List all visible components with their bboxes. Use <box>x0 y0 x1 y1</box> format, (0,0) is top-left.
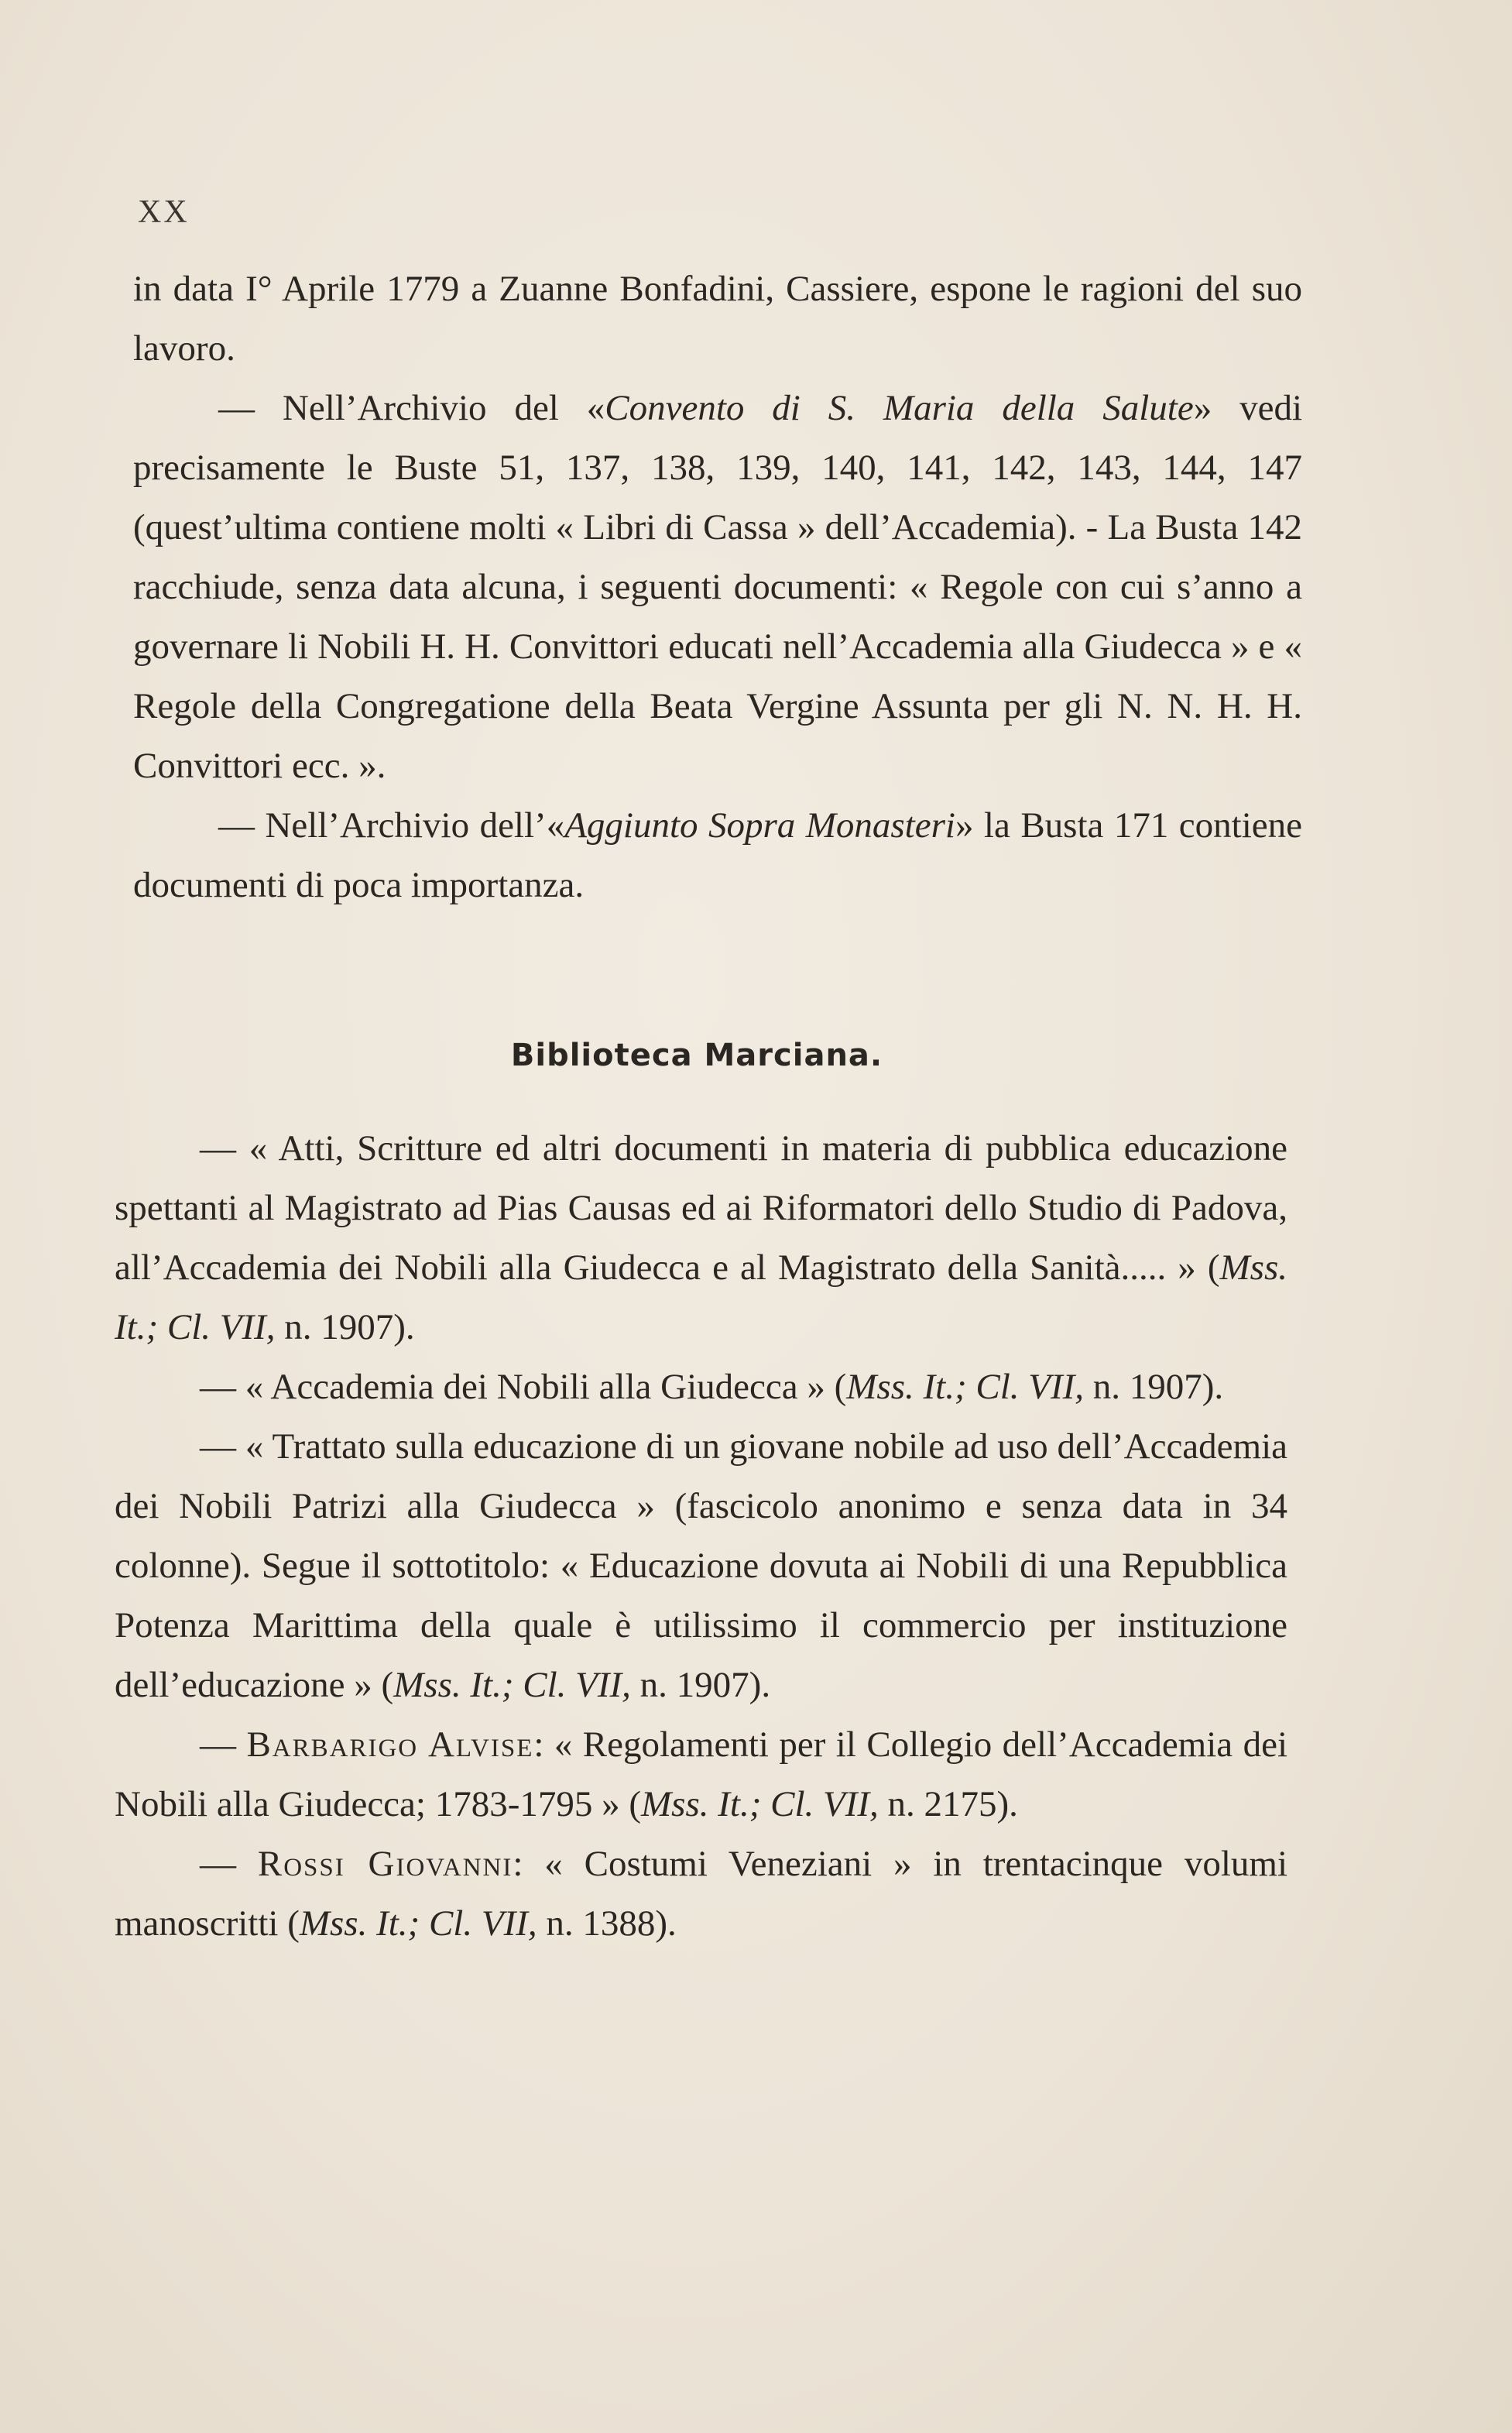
section-heading: Biblioteca Marciana. <box>510 1038 883 1073</box>
entry-accademia-nobili: — « Accademia dei Nobili alla Giudecca » (Mss. It.; Cl. VII, n. 1907). <box>200 1367 1224 1407</box>
entry-atti-scritture: — « Atti, Scritture ed altri documenti in materia di pubblica educazione spettanti al Magistrato ad Pias Causas ed ai Riformatori dello Studio di Padova, all’Accademia dei Nobili alla Giudecca e al Magistrato della Sanità..... » (Mss. It.; Cl. VII, n. 1907). <box>115 1128 1287 1347</box>
paragraph-convento-salute: — Nell’Archivio del «Convento di S. Maria della Salute» vedi precisamente le Buste 51, 137, 138, 139, 140, 141, 142, 143, 144, 147 (quest’ultima contiene molti « Libri di Cassa » dell’Accademia). - La Busta 142 racchiude, senza data alcuna, i seguenti documenti: « Regole con cui s’anno a governare li Nobili H. H. Convittori educati nell’Accademia alla Giudecca » e « Regole della Congregatione della Beata Vergine Assunta per gli N. N. H. H. Convittori ecc. ». <box>133 388 1303 786</box>
author-name: Rossi Giovanni <box>257 1844 513 1884</box>
entry-trattato-educazione: — « Trattato sulla educazione di un giovane nobile ad uso dell’Accademia dei Nobili Patrizi alla Giudecca » (fascicolo anonimo e senza data in 34 colonne). Segue il sottotitolo: « Educazione dovuta ai Nobili di una Repubblica Potenza Marittima della quale è utilissimo il commercio per instituzione dell’educazione » (Mss. It.; Cl. VII, n. 1907). <box>115 1426 1287 1705</box>
author-name: Barbarigo Alvise <box>246 1724 534 1765</box>
paragraph-aggiunto-monasteri: — Nell’Archivio dell’«Aggiunto Sopra Monasteri» la Busta 171 contiene documenti di poca importanza. <box>133 805 1302 905</box>
entry-barbarigo: — Barbarigo Alvise: « Regolamenti per il Collegio dell’Accademia dei Nobili alla Giudecca; 1783-1795 » (Mss. It.; Cl. VII, n. 2175). <box>115 1724 1287 1824</box>
marciana-section <box>115 1119 1287 1954</box>
paragraph-bonfadini: in data I° Aprile 1779 a Zuanne Bonfadini, Cassiere, espone le ragioni del suo lavoro. <box>133 269 1302 369</box>
entry-rossi: — Rossi Giovanni: « Costumi Veneziani » in trentacinque volumi manoscritti (Mss. It.; Cl. VII, n. 1388). <box>115 1844 1287 1944</box>
page-number: XX <box>138 194 190 230</box>
archive-section <box>133 259 1302 915</box>
